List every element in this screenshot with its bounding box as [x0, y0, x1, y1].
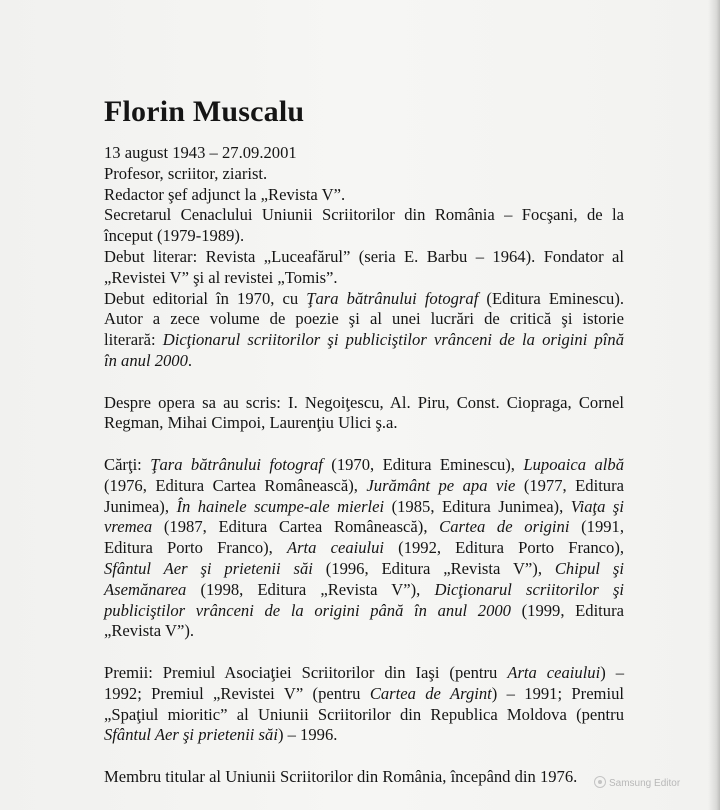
- books-text: Cărţi:: [104, 454, 151, 474]
- books-line-4: [104, 517, 624, 538]
- books-line-5: [104, 538, 624, 559]
- book-title: Viaţa şi: [570, 496, 624, 516]
- life-dates: 13 august 1943 – 27.09.2001: [104, 143, 297, 162]
- books-line-9: „Revista V”).: [104, 621, 195, 641]
- book-title: Lupoaica albă: [523, 454, 624, 474]
- editorial-text-a: Debut editorial în 1970, cu: [104, 288, 307, 308]
- books-line-7: [104, 580, 624, 601]
- prizes-line-2: [104, 684, 624, 705]
- books-line-1: [104, 455, 624, 476]
- book-title: vremea: [104, 517, 153, 537]
- editorial-debut-line: [104, 289, 624, 310]
- book-title: Asemănarea: [104, 579, 187, 599]
- author-period: .: [187, 350, 193, 370]
- prizes-text: ) –: [600, 662, 624, 682]
- page-edge-shadow: [708, 0, 720, 810]
- about-line-1: Despre opera sa au scris: I. Negoiţescu, Al. Piru, Const. Ciopraga, Cornel: [104, 392, 624, 412]
- books-text: Junimea),: [104, 496, 177, 516]
- books-text: (1977, Editura: [515, 475, 624, 495]
- books-text: (1992, Editura Porto Franco),: [384, 538, 624, 558]
- watermark-text: Samsung Editor: [609, 778, 681, 789]
- books-text: (1976, Editura Cartea Românească),: [104, 475, 367, 495]
- secretary-line-1: Secretarul Cenaclului Uniunii Scriitorilor din România – Focşani, de la: [104, 205, 624, 225]
- book-title: Chipul şi: [554, 558, 624, 578]
- prizes-text: 1992; Premiul „Revistei V” (pentru: [104, 683, 370, 703]
- prize-work-title: Cartea de Argint: [369, 683, 492, 703]
- author-dictionary-title: Dicţionarul scriitorilor şi publiciştilor vrânceni de la origini pînă: [162, 330, 624, 350]
- prizes-text: ) – 1991; Premiul: [491, 683, 624, 703]
- books-text: (1991,: [569, 517, 624, 537]
- book-title: Cartea de origini: [439, 517, 570, 537]
- books-text: (1999, Editura: [510, 600, 624, 620]
- book-title: Ţara bătrânului fotograf: [150, 454, 323, 474]
- books-text: (1987, Editura Cartea Românească),: [152, 517, 440, 537]
- author-text-a: literară:: [104, 330, 163, 350]
- books-text: (1996, Editura „Revista V”),: [312, 558, 555, 578]
- debut-line-2: „Revistei V” şi al revistei „Tomis”.: [104, 267, 338, 287]
- book-title: Arta ceaiului: [286, 538, 385, 558]
- editorial-text-c: (Editura Eminescu).: [478, 288, 624, 308]
- author-line-3: [104, 351, 624, 372]
- books-text: (1970, Editura Eminescu),: [322, 454, 524, 474]
- book-title: În hainele scumpe-ale mierlei: [176, 496, 385, 516]
- paragraph-gap: [104, 642, 624, 663]
- prize-work-title: Arta ceaiului: [507, 662, 601, 682]
- prizes-line-4: [104, 725, 624, 746]
- secretary-line-2: început (1979-1989).: [104, 226, 245, 246]
- book-title: Jurământ pe apa vie: [366, 475, 516, 495]
- debut-line-1: Debut literar: Revista „Luceafărul” (seria E. Barbu – 1964). Fondator al: [104, 246, 624, 266]
- books-text: (1985, Editura Junimea),: [384, 496, 571, 516]
- membership-line: Membru titular al Uniunii Scriitorilor din România, începând din 1976.: [104, 766, 578, 786]
- author-dictionary-title-end: în anul 2000: [104, 350, 188, 370]
- book-title: Sfântul Aer şi prietenii săi: [104, 558, 313, 578]
- biography-text: [104, 143, 624, 788]
- paragraph-gap: [104, 434, 624, 455]
- camera-lens-icon: [594, 776, 606, 788]
- paragraph-gap: [104, 372, 624, 393]
- author-line-1: Autor a zece volume de poezie şi al unei lucrări de critică şi istorie: [104, 309, 624, 329]
- book-title: Dicţionarul scriitorilor şi: [434, 579, 625, 599]
- prizes-line-3: „Spaţiul mioritic” al Uniunii Scriitorilor din Republica Moldova (pentru: [104, 704, 624, 724]
- book-title: publiciştilor vrânceni de la origini până în anul 2000: [104, 600, 511, 620]
- prizes-text: Premii: Premiul Asociaţiei Scriitorilor din Iaşi (pentru: [104, 662, 508, 682]
- roles-line: Profesor, scriitor, ziarist.: [104, 163, 268, 183]
- books-line-8: [104, 601, 624, 622]
- about-line-2: Regman, Mihai Cimpoi, Laurenţiu Ulici ş.a.: [104, 413, 398, 433]
- prizes-line-1: [104, 663, 624, 684]
- books-line-6: [104, 559, 624, 580]
- books-text: Editura Porto Franco),: [104, 538, 287, 558]
- prize-work-title: Sfântul Aer şi prietenii săi: [104, 725, 278, 745]
- editorial-book-title: Ţara bătrânului fotograf: [306, 288, 479, 308]
- books-line-2: [104, 476, 624, 497]
- page-title: Florin Muscalu: [104, 95, 305, 128]
- books-line-3: [104, 497, 624, 518]
- books-text: (1998, Editura „Revista V”),: [186, 579, 435, 599]
- editor-watermark: [594, 776, 680, 789]
- editor-line: Redactor şef adjunct la „Revista V”.: [104, 184, 346, 204]
- author-line-2: [104, 330, 624, 351]
- paragraph-gap: [104, 746, 624, 767]
- prizes-text: ) – 1996.: [277, 725, 338, 745]
